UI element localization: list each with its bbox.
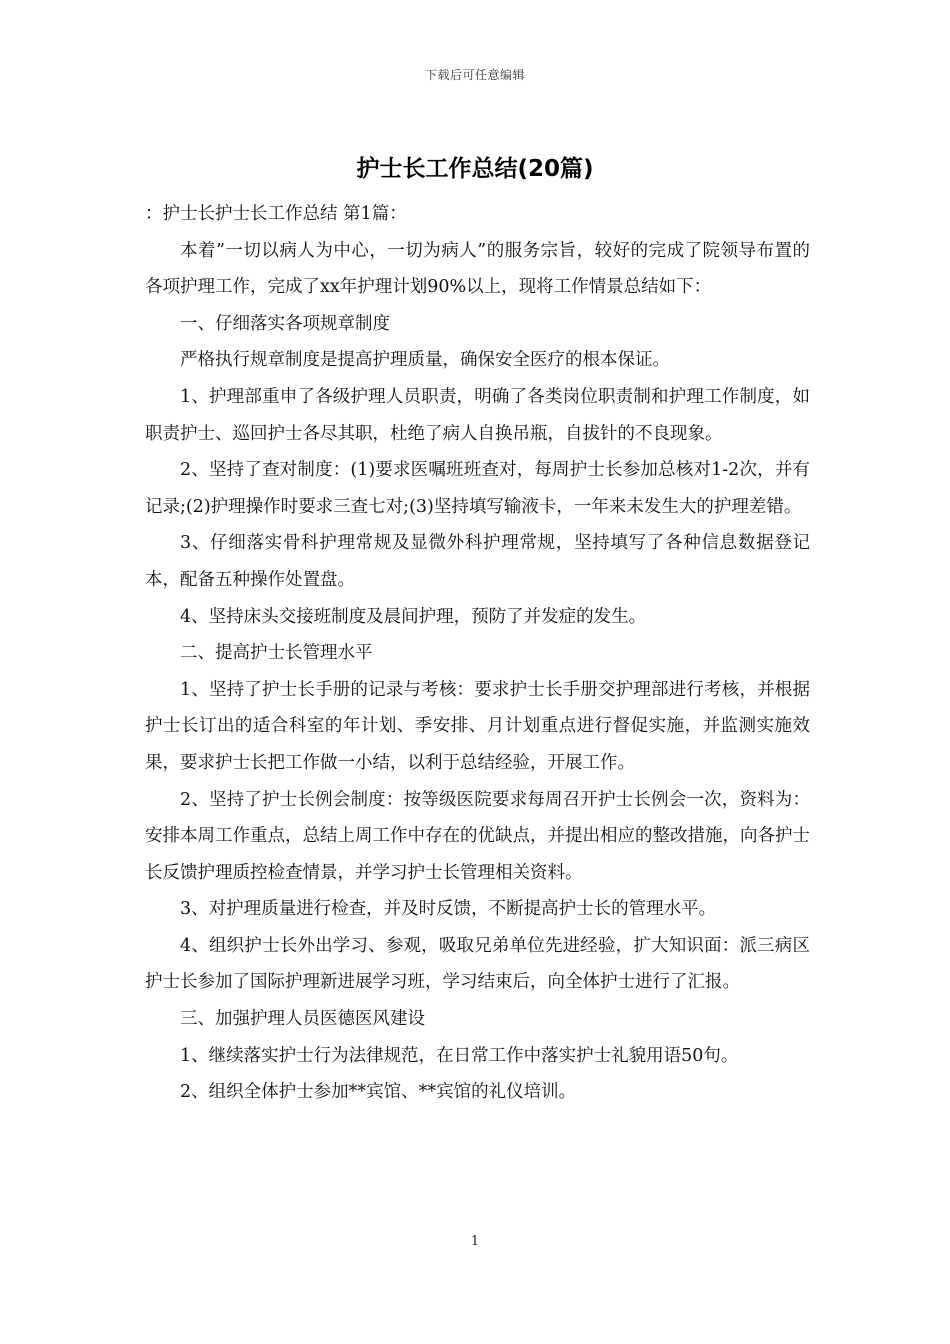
document-title: 护士长工作总结(20篇) — [356, 156, 594, 182]
paragraph: 严格执行规章制度是提高护理质量，确保安全医疗的根本保证。 — [180, 350, 670, 371]
paragraph: 3、仔细落实骨科护理常规及显微外科护理常规，坚持填写了各种信息数据登记本，配备五种操作处置盘。 — [145, 533, 810, 590]
paragraph: 3、对护理质量进行检查，并及时反馈，不断提高护士长的管理水平。 — [180, 899, 717, 920]
paragraph: 4、坚持床头交接班制度及晨间护理，预防了并发症的发生。 — [180, 606, 647, 627]
section-heading: 二、提高护士长管理水平 — [180, 643, 373, 664]
paragraph: 2、组织全体护士参加**宾馆、**宾馆的礼仪培训。 — [180, 1082, 577, 1103]
paragraph: 本着”一切以病人为中心，一切为病人”的服务宗旨，较好的完成了院领导布置的各项护理工作，完成了xx年护理计划90%以上，现将工作情景总结如下： — [145, 240, 810, 298]
paragraph: 1、继续落实护士行为法律规范，在日常工作中落实护士礼貌用语50句。 — [180, 1045, 739, 1066]
paragraph: 1、坚持了护士长手册的记录与考核：要求护士长手册交护理部进行考核，并根据护士长订出的适合科室的年计划、季安排、月计划重点进行督促实施，并监测实施效果，要求护士长把工作做一小结，以利于总结经验，开展工作。 — [145, 679, 810, 773]
paragraph: 1、护理部重申了各级护理人员职责，明确了各类岗位职责制和护理工作制度，如职责护士、巡回护士各尽其职，杜绝了病人自换吊瓶，自拔针的不良现象。 — [145, 386, 810, 444]
section-heading: 一、仔细落实各项规章制度 — [180, 313, 390, 334]
paragraph: 2、坚持了护士长例会制度：按等级医院要求每周召开护士长例会一次，资料为：安排本周工作重点，总结上周工作中存在的优缺点，并提出相应的整改措施，向各护士长反馈护理质控检查情景，并学习护士长管理相关资料。 — [145, 789, 810, 883]
section-intro-line: ：护士长护士长工作总结 第1篇： — [145, 204, 407, 224]
header-note: 下载后可任意编辑 — [424, 68, 525, 82]
paragraph: 2、坚持了查对制度：(1)要求医嘱班班查对，每周护士长参加总核对1-2次，并有记录;(2)护理操作时要求三查七对;(3)坚持填写输液卡，一年来未发生大的护理差错。 — [145, 460, 810, 517]
page-number: 1 — [470, 1234, 480, 1249]
paragraph: 4、组织护士长外出学习、参观，吸取兄弟单位先进经验，扩大知识面：派三病区护士长参加了国际护理新进展学习班，学习结束后，向全体护士进行了汇报。 — [145, 935, 810, 993]
section-heading: 三、加强护理人员医德医风建设 — [180, 1009, 425, 1030]
document-body — [145, 196, 810, 1111]
